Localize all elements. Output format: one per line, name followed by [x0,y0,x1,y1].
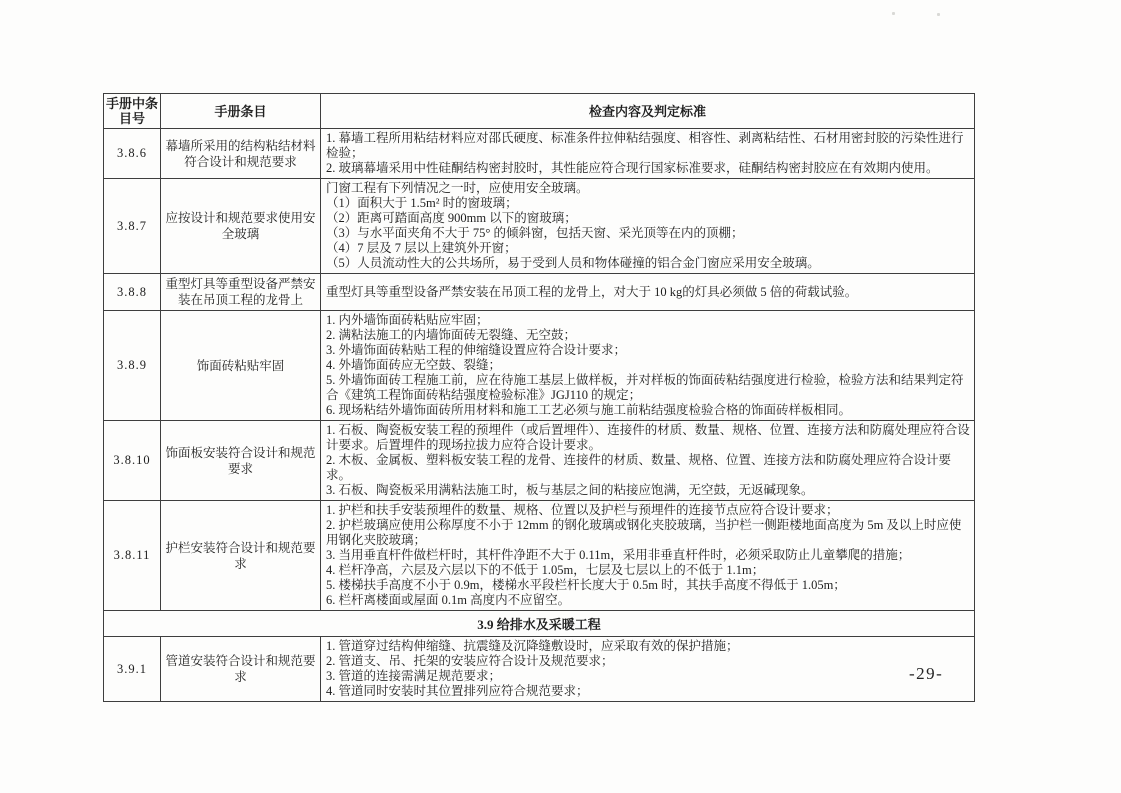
criteria-line: 6. 栏杆离楼面或屋面 0.1m 高度内不应留空。 [326,593,571,607]
col-header-criteria: 检查内容及判定标准 [321,94,975,129]
criteria-line: 4. 管道同时安装时其位置排列应符合规范要求； [326,684,589,698]
criteria-line: 2. 管道支、吊、托架的安装应符合设计及规范要求； [326,654,614,668]
criteria-line: 5. 楼梯扶手高度不小于 0.9m，楼梯水平段栏杆长度大于 0.5m 时，其扶手高度不得低于 1.05m； [326,578,846,592]
criteria-line: 4. 栏杆净高，六层及六层以下的不低于 1.05m，七层及七层以上的不低于 1.1m； [326,563,765,577]
col-header-item-number: 手册中条目号 [104,94,161,129]
page-number: -29- [909,664,944,683]
criteria-cell [321,311,975,421]
criteria-line: 2. 木板、金属板、塑料板安装工程的龙骨、连接件的材质、数量、规格、位置、连接方法和防腐处理应符合设计要求。 [326,453,952,482]
criteria-line: （4）7 层及 7 层以上建筑外开窗； [326,241,517,255]
criteria-cell [321,129,975,179]
criteria-line: （2）距离可踏面高度 900mm 以下的窗玻璃； [326,211,577,225]
criteria-line: （5）人员流动性大的公共场所，易于受到人员和物体碰撞的铝合金门窗应采用安全玻璃。 [326,256,820,270]
table-row [104,179,975,274]
item-number-cell: 3.8.8 [104,274,161,311]
criteria-cell [321,637,975,702]
section-header-row [104,611,975,637]
item-title-cell: 管道安装符合设计和规范要求 [161,637,321,702]
section-header: 3.9 给排水及采暖工程 [104,611,975,637]
table-row [104,421,975,501]
table-row [104,274,975,311]
item-number-cell: 3.9.1 [104,637,161,702]
criteria-line: 6. 现场粘结外墙饰面砖所用材料和施工工艺必须与施工前粘结强度检验合格的饰面砖样板相同。 [326,403,852,417]
item-number-cell: 3.8.9 [104,311,161,421]
scan-speck [937,13,940,16]
item-title-cell: 应按设计和规范要求使用安全玻璃 [161,179,321,274]
item-title-cell: 幕墙所采用的结构粘结材料符合设计和规范要求 [161,129,321,179]
criteria-line: 3. 石板、陶瓷板采用满粘法施工时，板与基层之间的粘接应饱满，无空鼓，无返碱现象。 [326,483,814,497]
table-row [104,637,975,702]
criteria-line: 重型灯具等重型设备严禁安装在吊顶工程的龙骨上，对大于 10 kg的灯具必须做 5 倍的荷载试验。 [326,284,858,299]
table-row [104,311,975,421]
item-title-cell: 护栏安装符合设计和规范要求 [161,501,321,611]
table-row [104,501,975,611]
criteria-line: 门窗工程有下列情况之一时，应使用安全玻璃。 [326,181,589,195]
criteria-line: 3. 管道的连接需满足规范要求； [326,669,502,683]
item-title-cell: 重型灯具等重型设备严禁安装在吊顶工程的龙骨上 [161,274,321,311]
item-number-cell: 3.8.6 [104,129,161,179]
criteria-line: 4. 外墙饰面砖应无空鼓、裂缝； [326,358,502,372]
criteria-line: 2. 护栏玻璃应使用公称厚度不小于 12mm 的钢化玻璃或钢化夹胶玻璃，当护栏一侧距楼地面高度为 5m 及以上时应使用钢化夹胶玻璃； [326,518,962,547]
criteria-cell [321,421,975,501]
item-number-cell: 3.8.7 [104,179,161,274]
criteria-cell [321,179,975,274]
criteria-line: （1）面积大于 1.5m² 时的窗玻璃； [326,196,518,210]
criteria-cell [321,274,975,311]
criteria-line: （3）与水平面夹角不大于 75° 的倾斜窗，包括天窗、采光顶等在内的顶棚； [326,226,744,240]
inspection-table [103,93,975,702]
item-number-cell: 3.8.11 [104,501,161,611]
item-number-cell: 3.8.10 [104,421,161,501]
criteria-line: 5. 外墙饰面砖工程施工前，应在待施工基层上做样板，并对样板的饰面砖粘结强度进行检验，检验方法和结果判定符合《建筑工程饰面砖粘结强度检验标准》JGJ110 的规定； [326,373,964,402]
table-body [104,129,975,702]
criteria-line: 1. 护栏和扶手安装预埋件的数量、规格、位置以及护栏与预埋件的连接节点应符合设计要求； [326,503,839,517]
criteria-line: 1. 管道穿过结构伸缩缝、抗震缝及沉降缝敷设时，应采取有效的保护措施； [326,639,739,653]
col-header-item: 手册条目 [161,94,321,129]
scan-speck [892,12,895,15]
criteria-line: 1. 石板、陶瓷板安装工程的预埋件（或后置埋件）、连接件的材质、数量、规格、位置、连接方法和防腐处理应符合设计要求。后置埋件的现场拉拔力应符合设计要求。 [326,423,970,452]
criteria-line: 3. 外墙饰面砖粘贴工程的伸缩缝设置应符合设计要求； [326,343,627,357]
criteria-line: 1. 幕墙工程所用粘结材料应对邵氏硬度、标准条件拉伸粘结强度、相容性、剥离粘结性、石材用密封胶的污染性进行检验； [326,131,964,160]
criteria-line: 3. 当用垂直杆件做栏杆时，其杆件净距不大于 0.11m，采用非垂直杆件时，必须采取防止儿童攀爬的措施； [326,548,911,562]
table-row [104,129,975,179]
criteria-line: 1. 内外墙饰面砖粘贴应牢固； [326,313,489,327]
table-header-row [104,94,975,129]
criteria-cell [321,501,975,611]
item-title-cell: 饰面砖粘贴牢固 [161,311,321,421]
item-title-cell: 饰面板安装符合设计和规范要求 [161,421,321,501]
criteria-line: 2. 玻璃幕墙采用中性硅酮结构密封胶时，其性能应符合现行国家标准要求，硅酮结构密封胶应在有效期内使用。 [326,161,939,175]
criteria-line: 2. 满粘法施工的内墙饰面砖无裂缝、无空鼓； [326,328,577,342]
